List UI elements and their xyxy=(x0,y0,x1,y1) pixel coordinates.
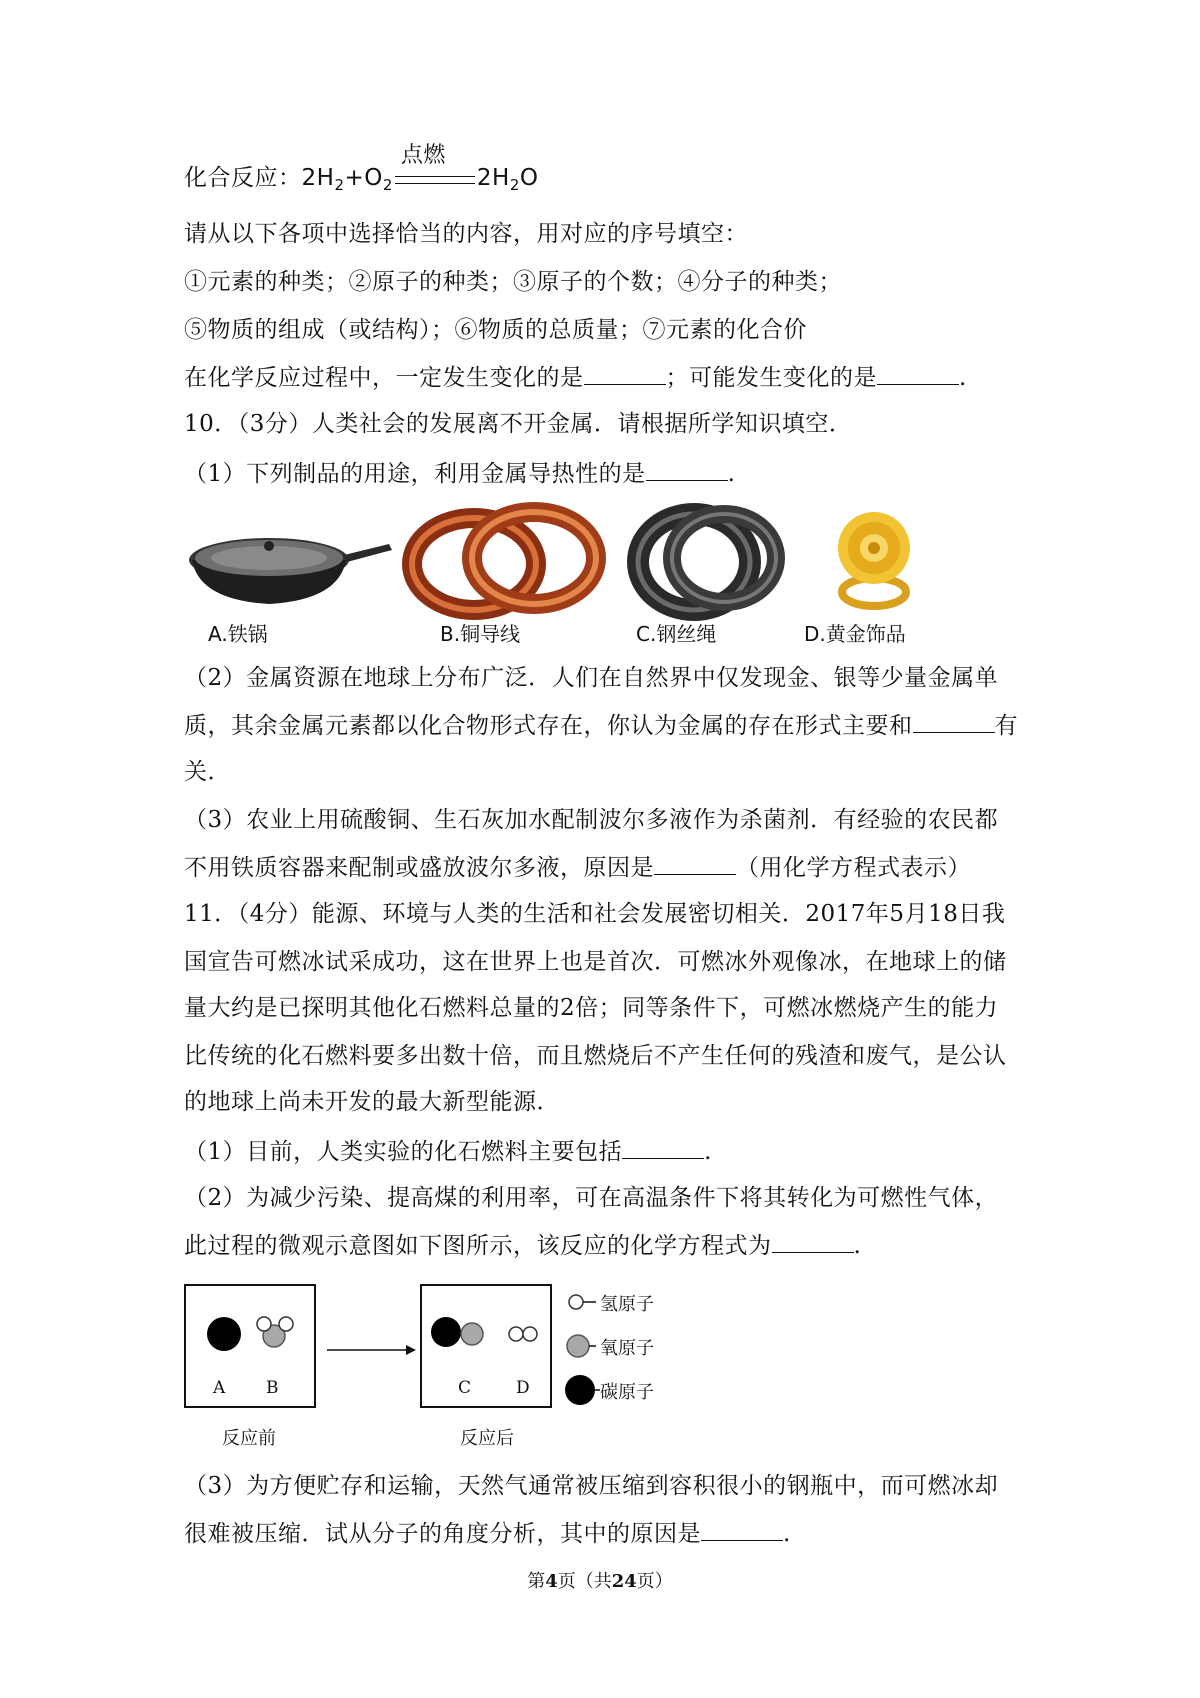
q11-sub3-line1: （3）为方便贮存和运输，天然气通常被压缩到容积很小的钢瓶中，而可燃冰却 xyxy=(184,1473,999,1499)
answer-blank[interactable] xyxy=(646,456,728,481)
caption-gold-jewelry: D.黄金饰品 xyxy=(804,622,906,646)
q9-fill-line: 在化学反应过程中，一定发生变化的是 ；可能发生变化的是 . xyxy=(184,360,967,394)
label-a: A xyxy=(213,1378,226,1398)
equals-sign-with-condition xyxy=(395,143,475,194)
hydrogen-atom-b2 xyxy=(279,1317,293,1331)
after-box xyxy=(421,1285,551,1407)
iron-wok-image xyxy=(189,538,392,604)
oxygen-atom-c xyxy=(461,1323,483,1345)
q11-line3: 量大约是已探明其他化石燃料总量的2倍；同等条件下，可燃冰燃烧产生的能力 xyxy=(184,995,999,1021)
q10-title: 10．（3分）人类社会的发展离不开金属．请根据所学知识填空． xyxy=(184,411,853,437)
answer-blank[interactable] xyxy=(622,1134,704,1159)
combination-reaction-equation: 化合反应：$2H_2+O_2$ 点燃 $2H_2O$ xyxy=(184,162,539,201)
answer-blank[interactable] xyxy=(772,1228,854,1253)
copper-wire-image xyxy=(412,512,596,610)
caption-steel-wire-rope: C.钢丝绳 xyxy=(636,622,717,646)
legend-oxygen-label: 氧原子 xyxy=(600,1338,654,1359)
hydrogen-atom-d2 xyxy=(523,1327,537,1341)
before-box xyxy=(185,1285,315,1407)
instruction-text: 请从以下各项中选择恰当的内容，用对应的序号填空： xyxy=(184,221,748,247)
eq-h2o: 2H xyxy=(476,165,510,191)
caption-copper-wire: B.铜导线 xyxy=(440,622,521,646)
q10-sub3-line1: （3）农业上用硫酸铜、生石灰加水配制波尔多液作为杀菌剂．有经验的农民都 xyxy=(184,807,999,833)
q11-sub3-line2: 很难被压缩．试从分子的角度分析，其中的原因是 . xyxy=(184,1516,791,1550)
label-b: B xyxy=(266,1378,279,1398)
carbon-atom-c xyxy=(431,1317,461,1347)
steel-wire-rope-image xyxy=(638,514,776,610)
eq-o2: +O xyxy=(344,165,383,191)
options-line-1: ①元素的种类；②原子的种类；③原子的个数；④分子的种类； xyxy=(184,269,842,295)
answer-blank[interactable] xyxy=(584,360,666,385)
carbon-atom-a xyxy=(207,1317,241,1351)
q11-line1: 11．（4分）能源、环境与人类的生活和社会发展密切相关．2017年5月18日我 xyxy=(184,901,1006,927)
q11-line5: 的地球上尚未开发的最大新型能源． xyxy=(184,1089,560,1115)
before-reaction-caption: 反应前 xyxy=(222,1428,276,1449)
legend-hydrogen-label: 氢原子 xyxy=(600,1294,654,1315)
q10-sub2-line3: 关． xyxy=(184,759,231,785)
q11-sub2-line2: 此过程的微观示意图如下图所示，该反应的化学方程式为 . xyxy=(184,1228,861,1262)
condition-ignite: 点燃 xyxy=(400,143,446,168)
answer-blank[interactable] xyxy=(654,850,736,875)
q11-line2: 国宣告可燃冰试采成功，这在世界上也是首次．可燃冰外观像冰，在地球上的储 xyxy=(184,949,1007,975)
legend-carbon-label: 碳原子 xyxy=(600,1382,654,1403)
metal-products-images xyxy=(184,500,1014,630)
q11-sub2-line1: （2）为减少污染、提高煤的利用率，可在高温条件下将其转化为可燃性气体， xyxy=(184,1185,999,1211)
legend-carbon-icon xyxy=(565,1375,595,1405)
page-footer: 第4页（共24页） xyxy=(527,1571,673,1592)
after-reaction-caption: 反应后 xyxy=(460,1428,514,1449)
total-page-count: 24 xyxy=(611,1571,637,1592)
q11-line4: 比传统的化石燃料要多出数十倍，而且燃烧后不产生任何的残渣和废气，是公认 xyxy=(184,1043,1007,1069)
legend-oxygen-icon xyxy=(567,1335,589,1357)
q10-sub1: （1）下列制品的用途，利用金属导热性的是 . xyxy=(184,456,735,490)
label-d: D xyxy=(516,1378,530,1398)
options-line-2: ⑤物质的组成（或结构）；⑥物质的总质量；⑦元素的化合价 xyxy=(184,317,807,343)
answer-blank[interactable] xyxy=(701,1516,783,1541)
current-page-number: 4 xyxy=(545,1571,558,1592)
reaction-prefix: 化合反应： xyxy=(184,165,302,191)
answer-blank[interactable] xyxy=(877,360,959,385)
answer-blank[interactable] xyxy=(913,708,995,733)
legend-hydrogen-icon xyxy=(569,1295,583,1309)
q11-sub1: （1）目前，人类实验的化石燃料主要包括 . xyxy=(184,1134,712,1168)
q10-sub2-line2: 质，其余金属元素都以化合物形式存在，你认为金属的存在形式主要和 有 xyxy=(184,708,1018,742)
q10-sub3-line2: 不用铁质容器来配制或盛放波尔多液，原因是 （用化学方程式表示） xyxy=(184,850,971,884)
gold-jewelry-image xyxy=(838,512,910,606)
q10-sub2-line1: （2）金属资源在地球上分布广泛．人们在自然界中仅发现金、银等少量金属单 xyxy=(184,665,999,691)
hydrogen-atom-d1 xyxy=(509,1327,523,1341)
eq-h2: 2H xyxy=(301,165,335,191)
hydrogen-atom-b1 xyxy=(257,1317,271,1331)
label-c: C xyxy=(458,1378,472,1398)
caption-iron-wok: A.铁锅 xyxy=(208,622,268,646)
